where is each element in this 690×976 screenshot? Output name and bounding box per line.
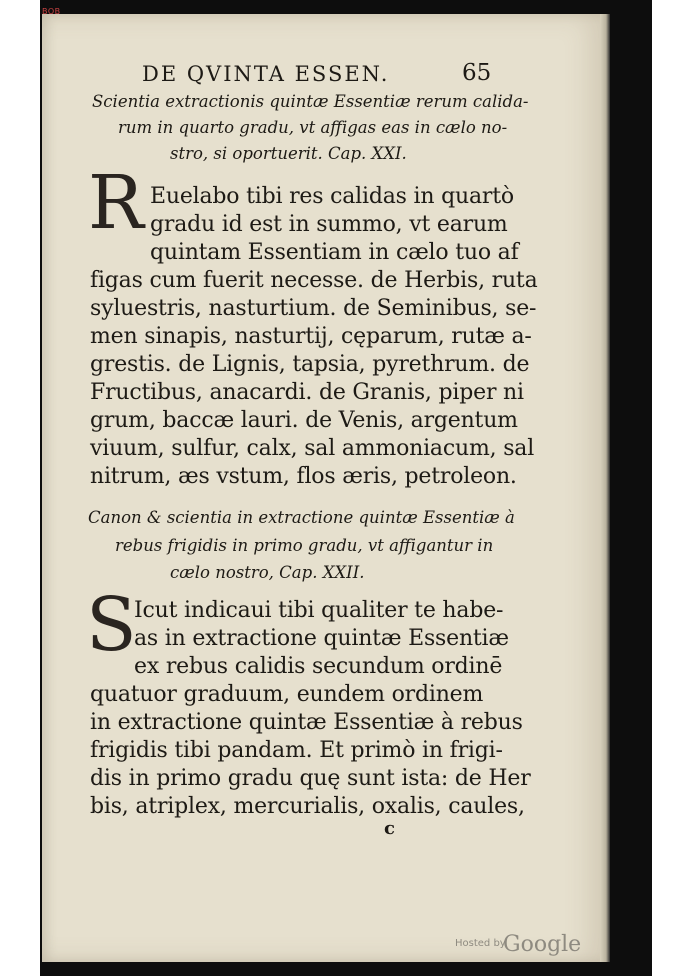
- body-line: grestis. de Lignis, tapsia, pyrethrum. de: [90, 352, 530, 377]
- chapter-heading-line: rum in quarto gradu, vt affigas eas in cælo no-: [118, 118, 508, 137]
- chapter-heading-line: Scientia extractionis quintæ Essentiæ rerum calida-: [92, 92, 529, 111]
- body-line: as in extractione quintæ Essentiæ: [134, 626, 509, 651]
- running-title: DE QVINTA ESSEN.: [142, 62, 390, 86]
- chapter-heading-line: Canon & scientia in extractione quintæ Essentiæ à: [88, 508, 515, 527]
- body-line: figas cum fuerit necesse. de Herbis, ruta: [90, 268, 538, 293]
- body-line: Euelabo tibi res calidas in quartò: [150, 184, 514, 209]
- body-line: gradu id est in summo, vt earum: [150, 212, 508, 237]
- page-edge: [600, 14, 610, 962]
- body-line: quintam Essentiam in cælo tuo af: [150, 240, 519, 265]
- drop-cap: S: [86, 582, 137, 668]
- google-logo: Google: [503, 932, 582, 957]
- body-line: bis, atriplex, mercurialis, oxalis, caules,: [90, 794, 525, 819]
- body-line: grum, baccæ lauri. de Venis, argentum: [90, 408, 518, 433]
- body-line: dis in primo gradu quę sunt ista: de Her: [90, 766, 531, 791]
- body-line: Fructibus, anacardi. de Granis, piper ni: [90, 380, 524, 405]
- body-line: in extractione quintæ Essentiæ à rebus: [90, 710, 523, 735]
- body-line: Icut indicaui tibi qualiter te habe-: [134, 598, 504, 623]
- corner-mark: BOB: [42, 7, 61, 16]
- body-line: men sinapis, nasturtij, cęparum, rutæ a-: [90, 324, 532, 349]
- page-number: 65: [462, 60, 492, 86]
- catchword: c: [384, 818, 395, 839]
- body-line: viuum, sulfur, calx, sal ammoniacum, sal: [90, 436, 535, 461]
- chapter-heading-line: rebus frigidis in primo gradu, vt affigantur in: [115, 536, 494, 555]
- body-line: frigidis tibi pandam. Et primò in frigi-: [90, 738, 503, 763]
- body-line: quatuor graduum, eundem ordinem: [90, 682, 484, 707]
- chapter-heading-line: cælo nostro, Cap. XXII.: [170, 563, 365, 582]
- hosted-by-label: Hosted by: [455, 938, 506, 949]
- body-line: ex rebus calidis secundum ordinē: [134, 654, 503, 679]
- drop-cap: R: [88, 160, 144, 246]
- chapter-heading-line: stro, si oportuerit. Cap. XXI.: [170, 144, 407, 163]
- body-line: nitrum, æs vstum, flos æris, petroleon.: [90, 464, 517, 489]
- body-line: syluestris, nasturtium. de Seminibus, se-: [90, 296, 537, 321]
